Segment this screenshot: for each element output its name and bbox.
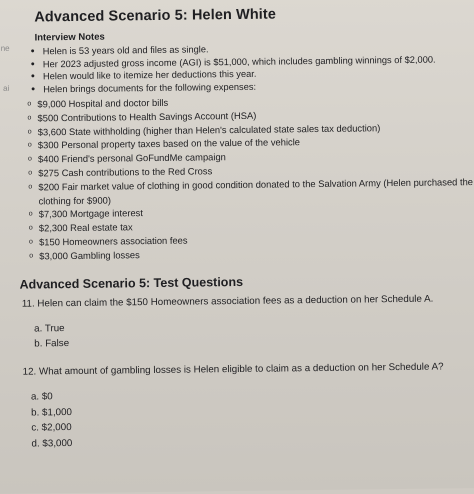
- expense-item-text: o $200 Fair market value of clothing in good condition donated to the Salvation Army (Helen purchased the clothing for $900): [38, 175, 474, 207]
- expense-item: o $3,600 State withholding (higher than Helen's calculated state sales tax deduction): [28, 120, 474, 139]
- expense-item: o $2,300 Real estate tax: [29, 216, 474, 235]
- expense-list: [27, 92, 474, 263]
- answer-option[interactable]: b. False: [34, 338, 70, 350]
- test-questions-heading: Advanced Scenario 5: Test Questions: [19, 274, 244, 292]
- margin-mark: ai: [3, 83, 10, 93]
- interview-notes-list: [31, 41, 436, 96]
- answer-option[interactable]: b. $1,000: [31, 406, 73, 419]
- note-item: • Helen would like to itemize her deductions this year.: [31, 66, 436, 83]
- question-12-options: [31, 389, 73, 451]
- margin-mark: ne: [0, 43, 10, 53]
- answer-option[interactable]: a. $0: [30, 391, 53, 403]
- expense-item: o $150 Homeowners association fees: [29, 230, 474, 249]
- note-item: • Helen is 53 years old and files as single.: [31, 41, 436, 58]
- question-11-options: [34, 321, 69, 351]
- question-12: 12. What amount of gambling losses is Helen eligible to claim as a deduction on her Schedule A?: [22, 361, 444, 378]
- expense-item: o $400 Friend's personal GoFundMe campaign: [28, 147, 474, 166]
- scenario-title: Advanced Scenario 5: Helen White: [34, 6, 277, 26]
- expense-item: o $9,000 Hospital and doctor bills: [27, 92, 474, 111]
- expense-item: o $300 Personal property taxes based on the value of the vehicle: [28, 133, 474, 152]
- expense-item: o $500 Contributions to Health Savings Account (HSA): [27, 106, 474, 125]
- expense-item: o $275 Cash contributions to the Red Cross: [28, 161, 474, 180]
- note-item: • Her 2023 adjusted gross income (AGI) is $51,000, which includes gambling winnings of $2,000.: [31, 53, 436, 70]
- note-item: • Helen brings documents for the following expenses:: [31, 78, 436, 95]
- answer-option[interactable]: c. $2,000: [31, 422, 72, 434]
- expense-item: o $7,300 Mortgage interest: [29, 202, 474, 221]
- expense-item: o $3,000 Gambling losses: [29, 244, 474, 263]
- interview-notes-heading: Interview Notes: [34, 31, 105, 44]
- question-11: 11. Helen can claim the $150 Homeowners association fees as a deduction on her Schedule A.: [21, 293, 434, 310]
- answer-option[interactable]: a. True: [34, 323, 65, 335]
- answer-option[interactable]: d. $3,000: [31, 437, 73, 450]
